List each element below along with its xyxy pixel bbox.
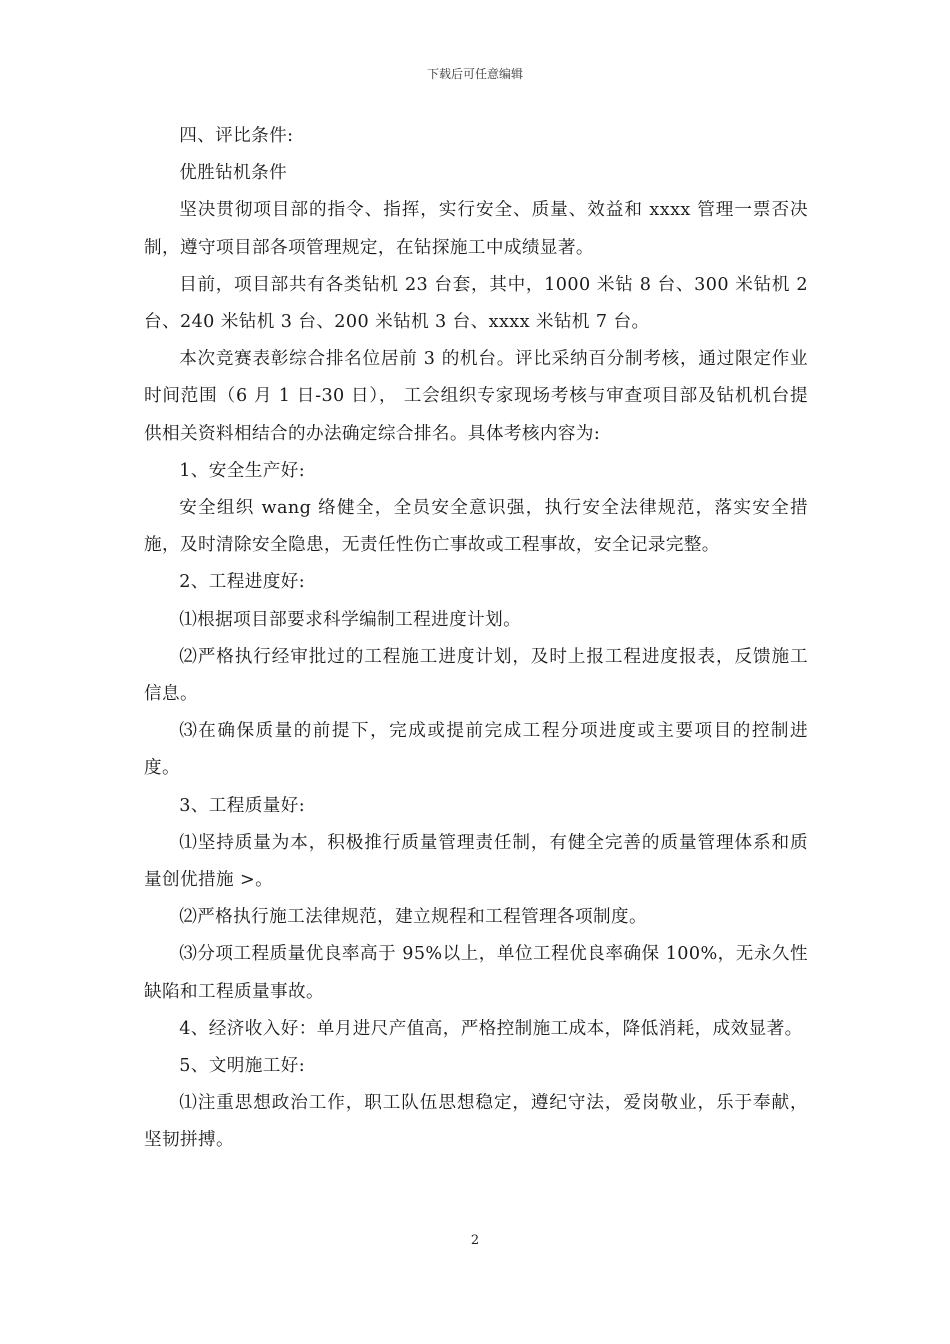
paragraph-quality-2: ⑵严格执行施工法律规范，建立规程和工程管理各项制度。 [179, 907, 648, 928]
paragraph-ranking-method: 本次竞赛表彰综合排名位居前 3 的机台。评比采纳百分制考核，通过限定作业时间范围（6 月 1 日-30 日）， 工会组织专家现场考核与审查项目部及钻机机台提供相关资料相结合的办法确定综合排名。具体考核内容为: [144, 349, 808, 444]
paragraph-safety: 安全组织 wang 络健全，全员安全意识强，执行安全法律规范，落实安全措施，及时清除安全隐患，无责任性伤亡事故或工程事故，安全记录完整。 [144, 498, 808, 556]
paragraph-quality-3: ⑶分项工程质量优良率高于 95%以上，单位工程优良率确保 100%，无永久性缺陷和工程质量事故。 [144, 944, 808, 1002]
paragraph-requirements: 坚决贯彻项目部的指令、指挥，实行安全、质量、效益和 xxxx 管理一票否决制，遵守项目部各项管理规定，在钻探施工中成绩显著。 [144, 200, 808, 258]
item-heading-safety: 1、安全生产好: [179, 460, 306, 481]
page-header: 下载后可任意编辑 [426, 67, 523, 81]
document-body [144, 118, 808, 1160]
paragraph-civilized-1: ⑴注重思想政治工作，职工队伍思想稳定，遵纪守法，爱岗敬业，乐于奉献，坚韧拼搏。 [144, 1093, 808, 1151]
subheading-winning-rig-conditions: 优胜钻机条件 [179, 163, 288, 184]
section-heading-criteria: 四、评比条件: [179, 126, 294, 146]
page-number: 2 [470, 1233, 480, 1248]
item-heading-progress: 2、工程进度好: [179, 572, 306, 593]
paragraph-progress-1: ⑴根据项目部要求科学编制工程进度计划。 [179, 609, 522, 630]
paragraph-progress-2: ⑵严格执行经审批过的工程施工进度计划，及时上报工程进度报表，反馈施工信息。 [144, 646, 808, 705]
paragraph-economic: 4、经济收入好：单月进尺产值高，严格控制施工成本，降低消耗，成效显著。 [179, 1018, 803, 1039]
item-heading-quality: 3、工程质量好: [179, 795, 306, 816]
item-heading-civilized: 5、文明施工好: [179, 1056, 306, 1077]
paragraph-progress-3: ⑶在确保质量的前提下，完成或提前完成工程分项进度或主要项目的控制进度。 [144, 721, 808, 779]
paragraph-quality-1: ⑴坚持质量为本，积极推行质量管理责任制，有健全完善的质量管理体系和质量创优措施 >。 [144, 832, 808, 891]
paragraph-rig-inventory: 目前，项目部共有各类钻机 23 台套，其中，1000 米钻 8 台、300 米钻机 2 台、240 米钻机 3 台、200 米钻机 3 台、xxxx 米钻机 7 台。 [144, 274, 808, 333]
